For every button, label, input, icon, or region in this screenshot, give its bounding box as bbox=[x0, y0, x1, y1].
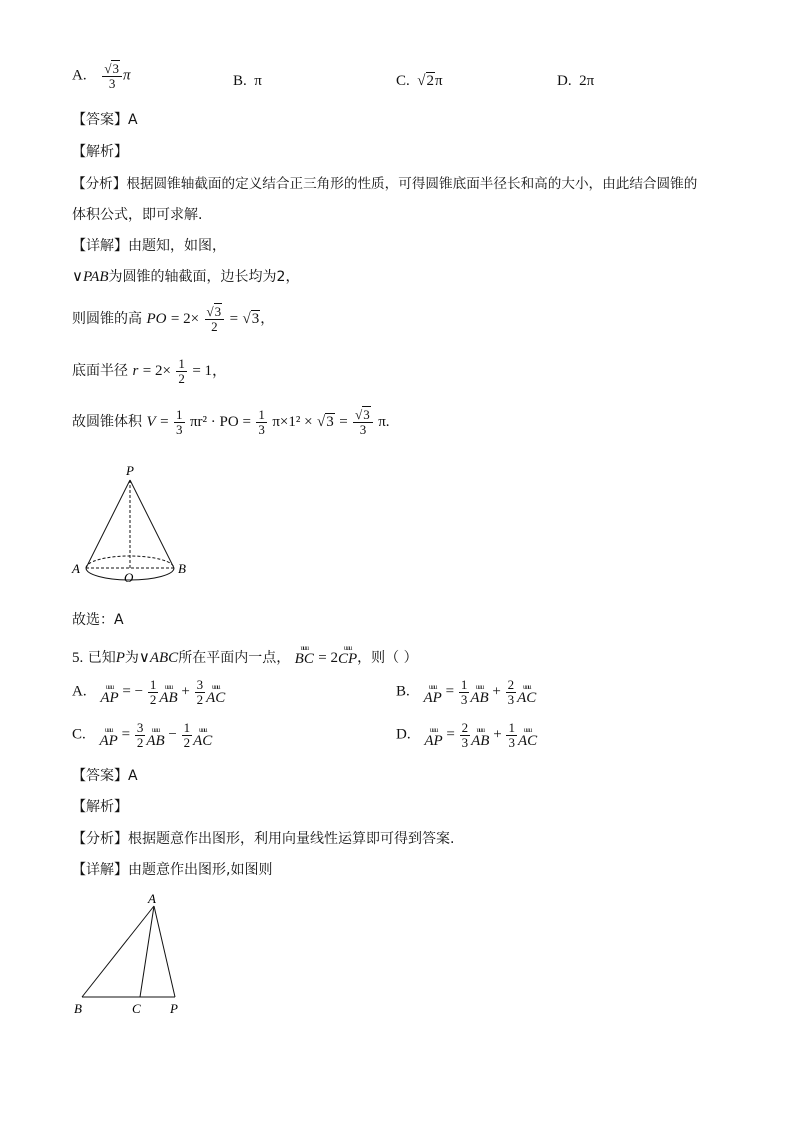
fraction: $\frac{1}{2}$ bbox=[178, 356, 185, 386]
q4-option-c: C. √2π bbox=[396, 73, 443, 89]
q5-detail: 【详解】由题意作出图形,如图则 bbox=[72, 862, 273, 878]
q5-answer: 【答案】A bbox=[72, 768, 138, 784]
q5-option-b: B. uuu AP = $\frac{1}{3}$ uuu AB + $\frac{2}{3}$ uuu AC bbox=[396, 677, 537, 707]
q5-stem: 5. 已知P为∨ABC所在平面内一点， uuu BC = 2 uuu CP ，则（ ） bbox=[72, 644, 418, 667]
q4-height-line: 则圆锥的高 PO = 2× $\frac{√3}{2}$ = √3， bbox=[72, 304, 275, 334]
fraction: $\frac{1}{3}$ bbox=[258, 407, 265, 437]
q5-option-d: D. uuu AP = $\frac{2}{3}$ uuu AB + $\frac{1}{3}$ uuu AC bbox=[396, 720, 538, 750]
label-a: A bbox=[72, 561, 80, 576]
label-c: C bbox=[132, 1001, 141, 1016]
label-a: A bbox=[148, 891, 156, 906]
fraction: $\frac{√3}{3}$ bbox=[102, 62, 122, 90]
q4-option-d: D. 2π bbox=[557, 73, 595, 89]
q5-option-c: C. uuu AP = $\frac{3}{2}$ uuu AB − $\frac{1}{2}$ uuu AC bbox=[72, 720, 213, 750]
fraction: $\frac{1}{3}$ bbox=[176, 407, 183, 437]
label-p: P bbox=[126, 463, 134, 478]
q4-volume-line: 故圆锥体积 V = $\frac{1}{3}$ πr² · PO = $\frac{1}{3}$ π×1² × √3 = $\frac{√3}{3}$ π. bbox=[72, 407, 390, 437]
option-label: A. bbox=[72, 67, 87, 84]
sqrt: √2 bbox=[417, 73, 434, 89]
label-p: P bbox=[170, 1001, 178, 1016]
q5-option-a: A. uuu AP = − $\frac{1}{2}$ uuu AB + $\frac{3}{2}$ uuu AC bbox=[72, 677, 226, 707]
label-o: O bbox=[124, 570, 134, 585]
label-b: B bbox=[178, 561, 186, 576]
q4-analysis-line2: 体积公式，即可求解. bbox=[72, 207, 203, 223]
fraction: $\frac{√3}{3}$ bbox=[353, 408, 373, 436]
q4-option-b: B. π bbox=[233, 73, 262, 89]
label-b: B bbox=[74, 1001, 82, 1016]
q4-option-a: A. $\frac{√3}{3}$ π bbox=[72, 61, 131, 91]
fraction: $\frac{√3}{2}$ bbox=[205, 305, 225, 333]
q4-choice: 故选：A bbox=[72, 612, 124, 628]
q4-detail: 【详解】由题知，如图， bbox=[72, 238, 226, 254]
q4-analysis-tag: 【解析】 bbox=[72, 144, 128, 160]
q5-analysis-tag: 【解析】 bbox=[72, 799, 128, 815]
q4-answer: 【答案】A bbox=[72, 112, 138, 128]
sqrt: √3 bbox=[104, 61, 119, 76]
q4-radius-line: 底面半径 r = 2× $\frac{1}{2}$ = 1， bbox=[72, 356, 228, 386]
vector-bc: uuu BC bbox=[294, 644, 314, 667]
q4-triangle-line: ∨PAB为圆锥的轴截面，边长均为2， bbox=[72, 269, 300, 285]
cone-figure bbox=[66, 458, 198, 588]
vector-cp: uuu CP bbox=[338, 644, 358, 667]
triangle-figure bbox=[66, 890, 196, 1020]
q4-analysis-line1: 【分析】根据圆锥轴截面的定义结合正三角形的性质，可得圆锥底面半径长和高的大小，由此结合圆锥的 bbox=[72, 176, 698, 192]
q5-analysis-line: 【分析】根据题意作出图形，利用向量线性运算即可得到答案. bbox=[72, 831, 455, 847]
